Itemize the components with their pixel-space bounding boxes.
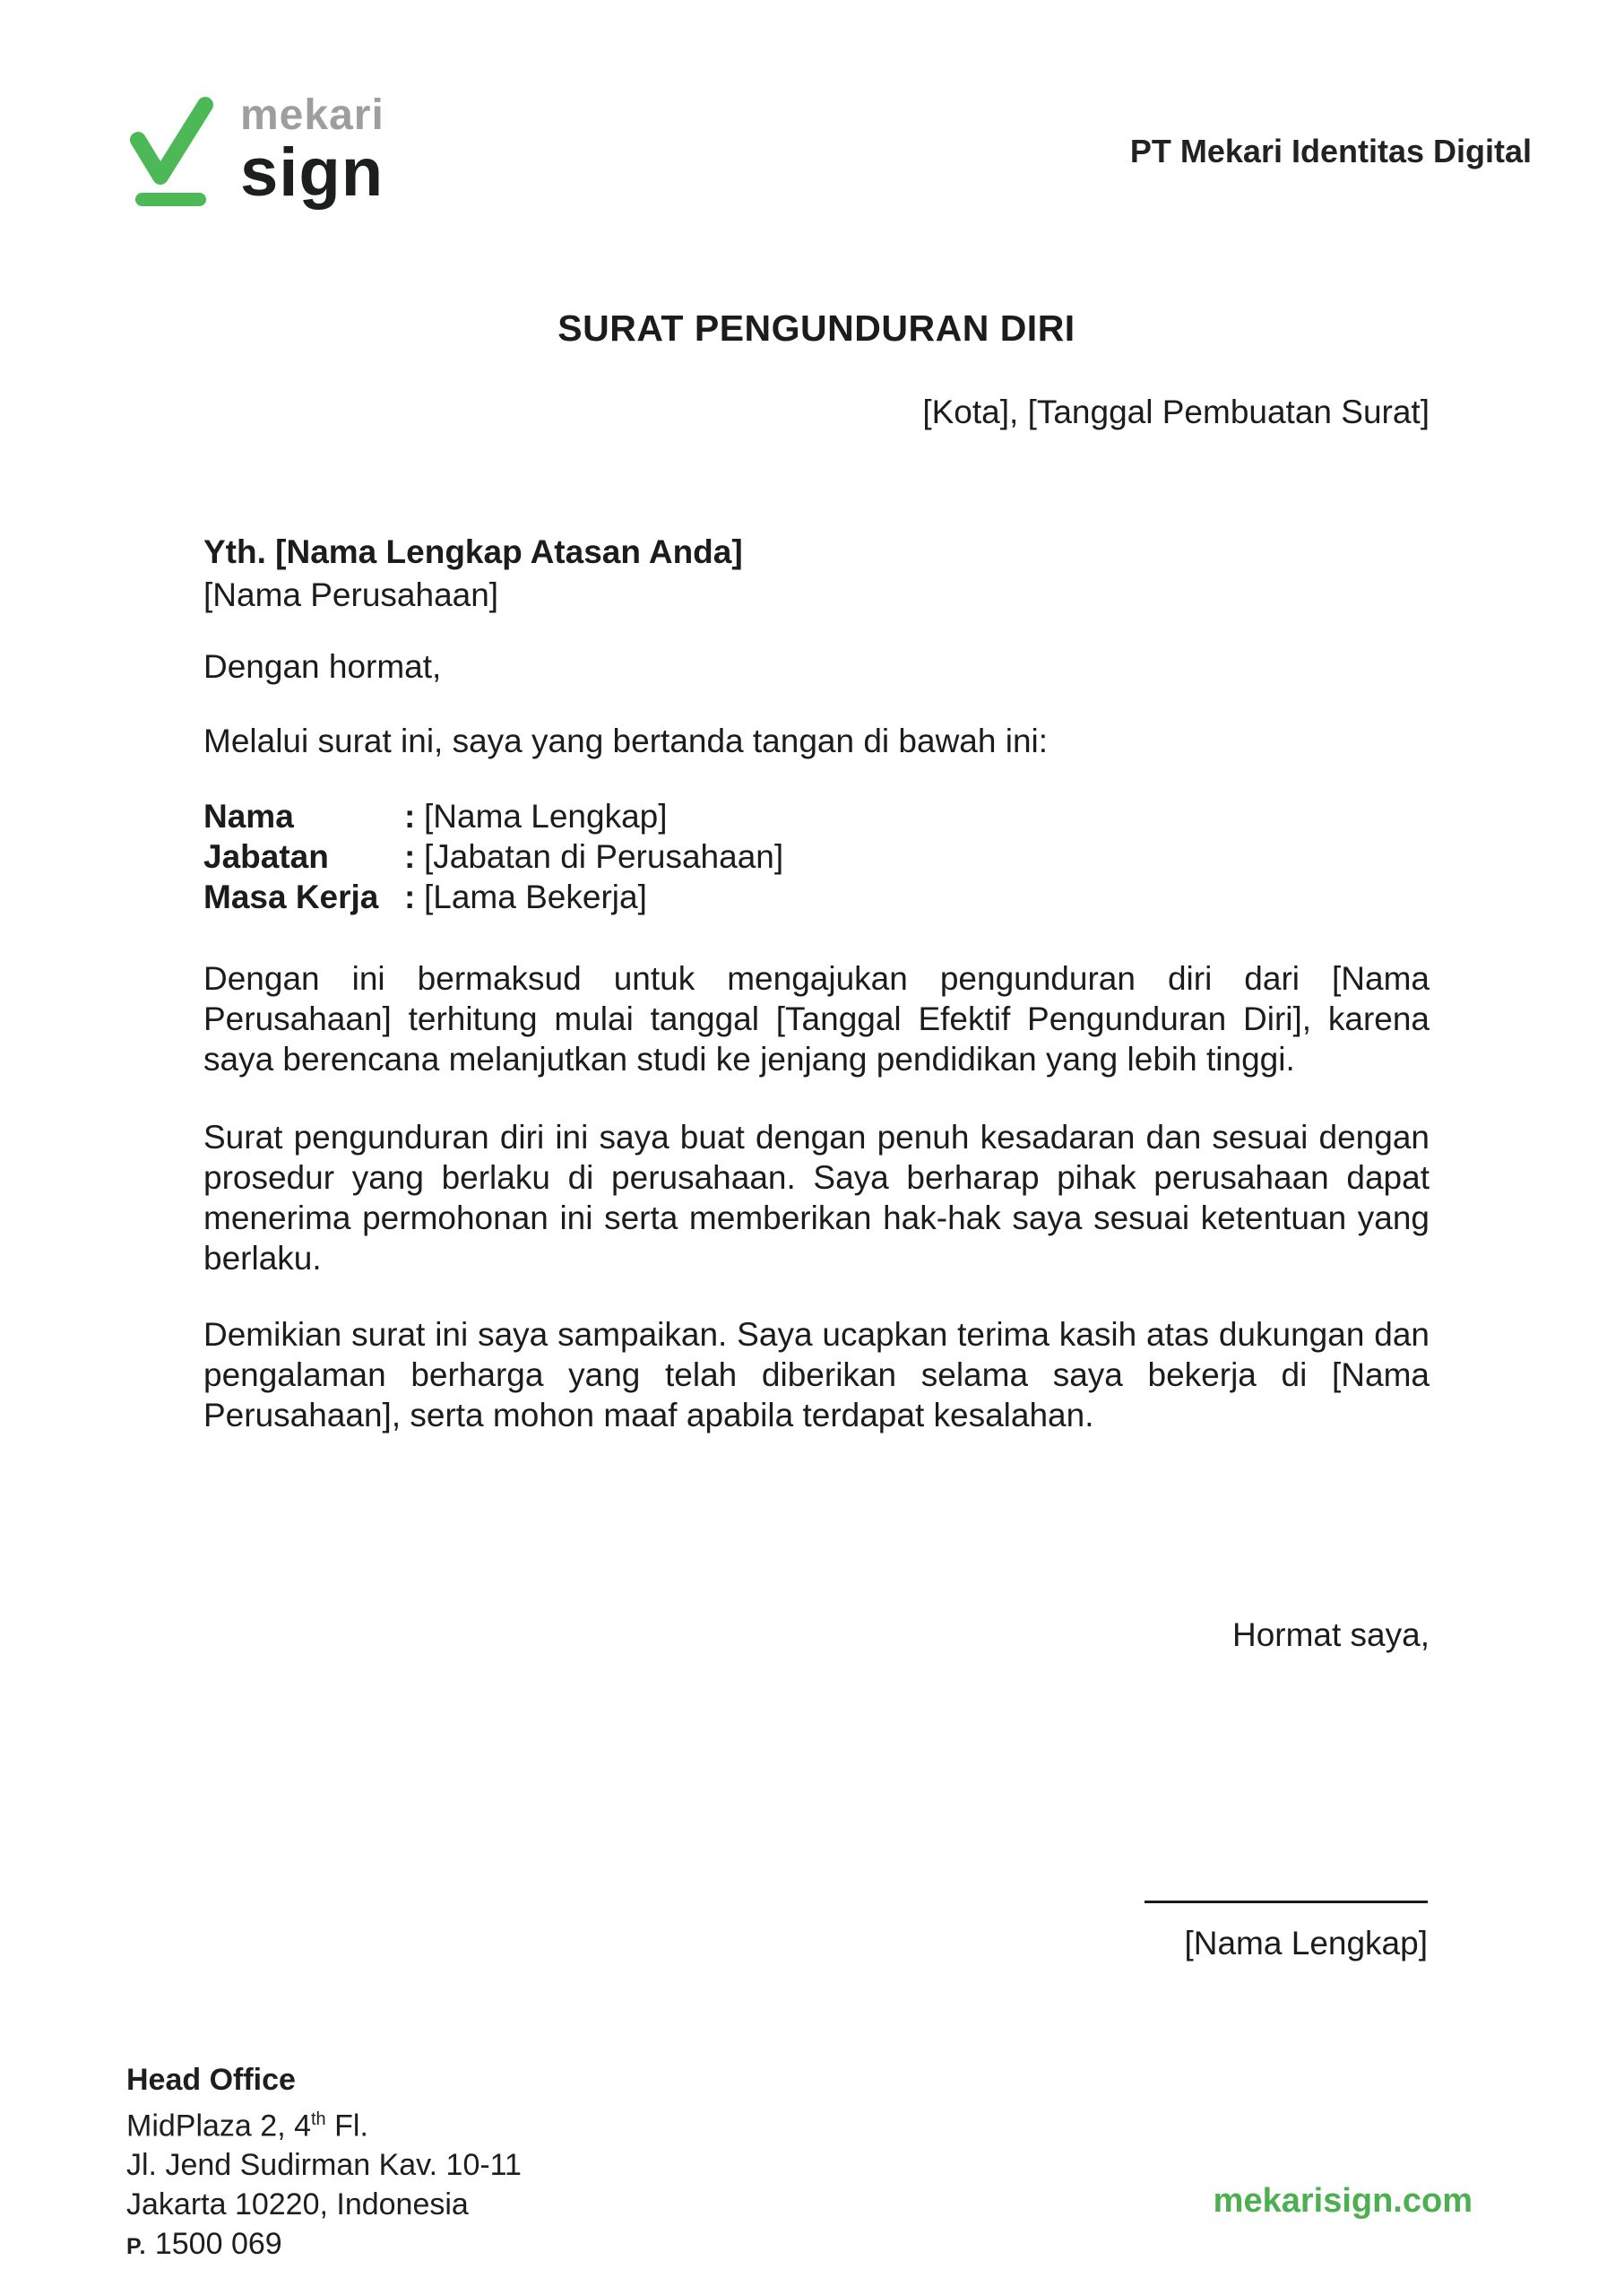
closing-salutation: Hormat saya, bbox=[1231, 1616, 1430, 1653]
signature-name: [Nama Lengkap] bbox=[1184, 1925, 1428, 1962]
detail-separator: : bbox=[404, 798, 416, 835]
ordinal-superscript: th bbox=[311, 2109, 326, 2129]
detail-label: Jabatan bbox=[203, 838, 329, 875]
signature-line bbox=[1145, 1901, 1428, 1903]
detail-row-nama bbox=[203, 796, 1430, 836]
signature-block bbox=[1145, 1872, 1428, 1963]
detail-separator: : bbox=[404, 838, 416, 875]
recipient-company: [Nama Perusahaan] bbox=[203, 576, 499, 613]
letter-body bbox=[203, 0, 1430, 2295]
recipient-block bbox=[203, 531, 1430, 617]
phone-prefix: P. bbox=[126, 2234, 147, 2260]
company-name: PT Mekari Identitas Digital bbox=[1129, 133, 1532, 169]
detail-label: Nama bbox=[203, 798, 294, 835]
address-line-2: Jl. Jend Sudirman Kav. 10-11 bbox=[126, 2148, 522, 2183]
body-paragraph: Demikian surat ini saya sampaikan. Saya ucapkan terima kasih atas dukungan dan pengalaman berharga yang telah diberikan selama saya bekerja di [Nama Perusahaan], serta mohon maaf apabila terdapat kesalahan. bbox=[203, 1316, 1430, 1433]
intro-line: Melalui surat ini, saya yang bertanda tangan di bawah ini: bbox=[203, 723, 1049, 759]
address-line-3: Jakarta 10220, Indonesia bbox=[126, 2187, 469, 2222]
detail-row-jabatan bbox=[203, 836, 1430, 877]
logo-wordmark-top: mekari bbox=[240, 91, 384, 139]
letter-title: SURAT PENGUNDURAN DIRI bbox=[557, 307, 1075, 349]
detail-label: Masa Kerja bbox=[203, 879, 379, 915]
head-office-title: Head Office bbox=[126, 2063, 296, 2097]
detail-separator: : bbox=[404, 879, 416, 915]
address-line-1: MidPlaza 2, 4th Fl. bbox=[126, 2109, 368, 2143]
detail-value: [Nama Lengkap] bbox=[424, 798, 668, 835]
body-paragraph: Dengan ini bermaksud untuk mengajukan pengunduran diri dari [Nama Perusahaan] terhitung mulai tanggal [Tanggal Efektif Pengunduran Diri], karena saya berencana melanjutkan studi ke jenjang pendidikan yang lebih tinggi. bbox=[203, 960, 1430, 1078]
detail-value: [Jabatan di Perusahaan] bbox=[424, 838, 784, 875]
body-paragraph: Surat pengunduran diri ini saya buat dengan penuh kesadaran dan sesuai dengan prosedur yang berlaku di perusahaan. Saya berharap pihak perusahaan dapat menerima permohonan ini serta memberikan hak-hak saya sesuai ketentuan yang berlaku. bbox=[203, 1119, 1430, 1277]
salutation: Dengan hormat, bbox=[203, 648, 442, 685]
details-list bbox=[203, 796, 1430, 917]
detail-value: [Lama Bekerja] bbox=[424, 879, 647, 915]
logo-wordmark-bottom: sign bbox=[240, 134, 384, 211]
phone-line bbox=[126, 2224, 522, 2266]
website-link[interactable]: mekarisign.com bbox=[1213, 2182, 1473, 2220]
recipient-name: Yth. [Nama Lengkap Atasan Anda] bbox=[203, 533, 743, 570]
city-date-line: [Kota], [Tanggal Pembuatan Surat] bbox=[922, 394, 1430, 430]
head-office-block bbox=[126, 2060, 522, 2266]
phone-number: 1500 069 bbox=[154, 2227, 282, 2262]
detail-row-masa-kerja bbox=[203, 877, 1430, 917]
